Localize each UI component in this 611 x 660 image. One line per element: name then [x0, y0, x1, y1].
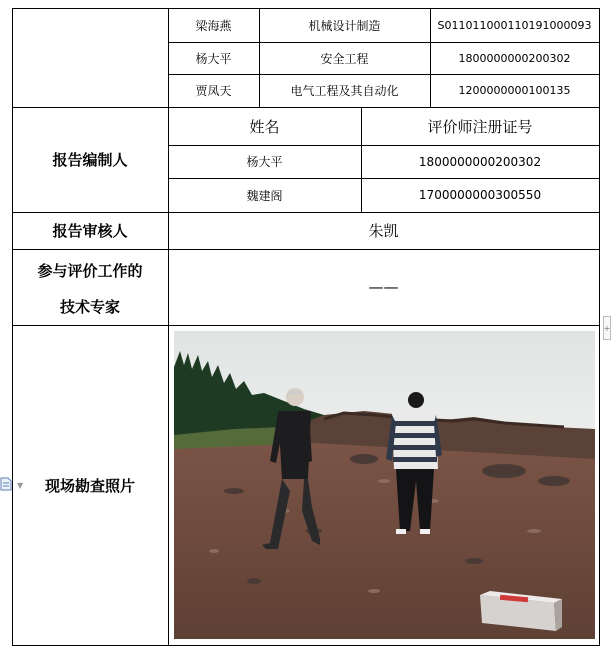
- evaluator-cert: 1800000000200302: [458, 51, 571, 65]
- compiler-header-name: 姓名: [249, 117, 280, 136]
- compiler-header-cert: 评价师注册证号: [427, 117, 533, 136]
- compiler-label: 报告编制人: [52, 151, 128, 169]
- experts-label-line1: 参与评价工作的: [37, 261, 143, 280]
- site-photo-label: 现场勘查照片: [44, 476, 135, 495]
- evaluator-name: 梁海燕: [195, 18, 232, 33]
- evaluator-name: 杨大平: [195, 51, 232, 66]
- evaluator-cert: S011011000110191000093: [437, 18, 592, 32]
- compiler-cert: 1700000000300550: [418, 188, 542, 202]
- site-photo: [174, 331, 595, 639]
- evaluator-major: 电气工程及其自动化: [290, 84, 399, 98]
- evaluator-name: 贾凤天: [195, 84, 232, 98]
- document-icon[interactable]: [0, 476, 12, 490]
- experts-value: ——: [368, 278, 399, 296]
- experts-label-line2: 技术专家: [59, 297, 120, 316]
- side-expand-handle[interactable]: +: [603, 316, 611, 340]
- compiler-name: 杨大平: [246, 155, 283, 169]
- compiler-cert: 1800000000200302: [418, 154, 542, 169]
- evaluator-major: 机械设计制造: [308, 18, 381, 33]
- experts-label: [12, 249, 168, 325]
- reviewer-name: 朱凯: [368, 222, 399, 240]
- chevron-down-icon[interactable]: ▼: [17, 481, 24, 490]
- evaluator-cert: 1200000000100135: [458, 84, 571, 97]
- reviewer-label: 报告审核人: [52, 222, 128, 240]
- evaluator-major: 安全工程: [320, 51, 369, 66]
- compiler-name: 魏建阁: [246, 188, 283, 203]
